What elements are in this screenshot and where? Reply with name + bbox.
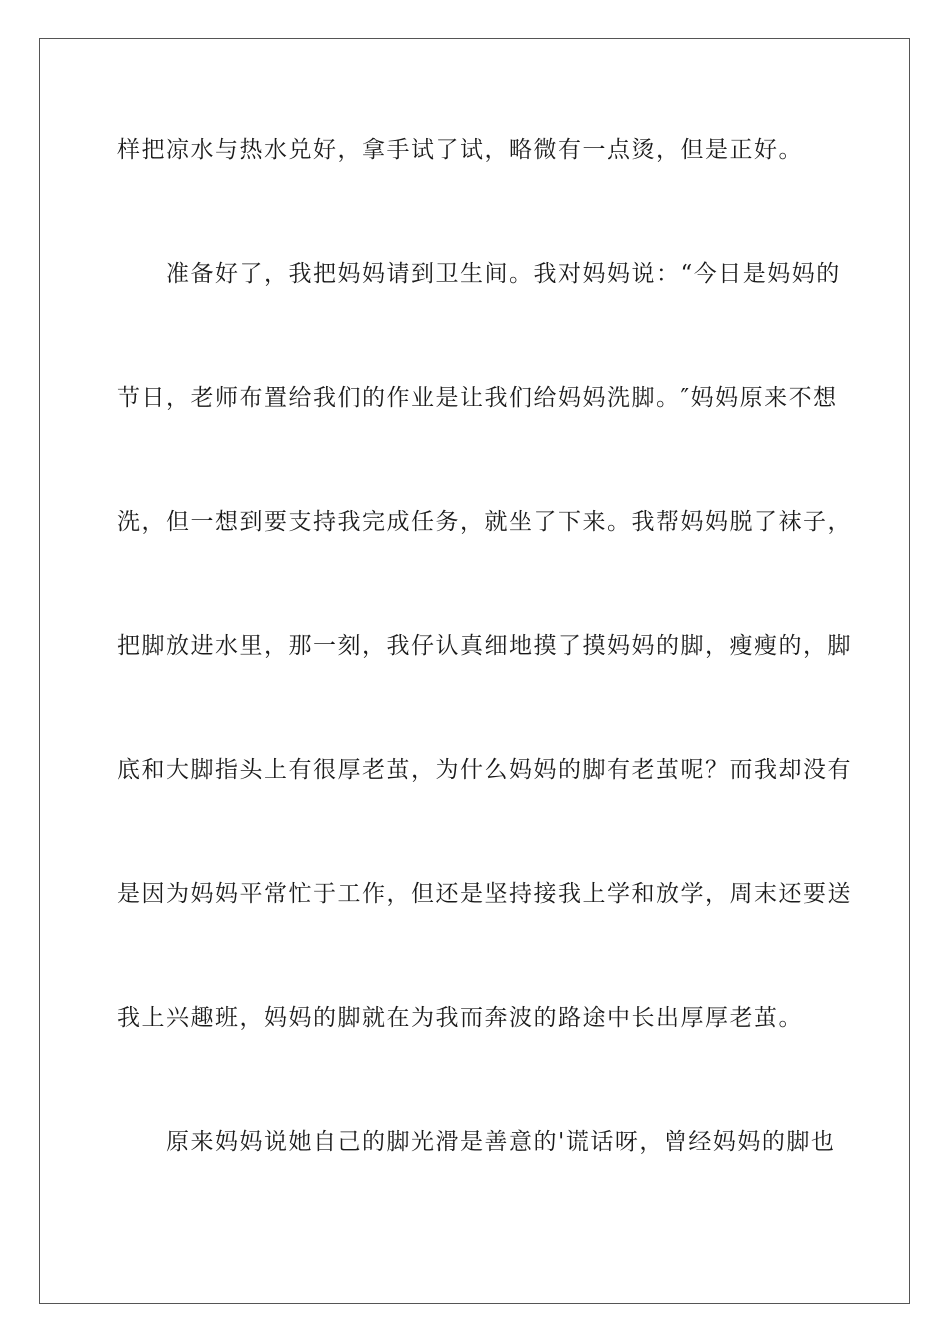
text-line: 把脚放进水里，那一刻，我仔认真细地摸了摸妈妈的脚，瘦瘦的，脚 bbox=[117, 633, 852, 659]
text-line: 节日，老师布置给我们的作业是让我们给妈妈洗脚。″妈妈原来不想 bbox=[117, 385, 838, 411]
text-line: 底和大脚指头上有很厚老茧，为什么妈妈的脚有老茧呢？而我却没有 bbox=[117, 757, 852, 783]
text-line: 是因为妈妈平常忙于工作，但还是坚持接我上学和放学，周末还要送 bbox=[117, 881, 852, 907]
text-line: 我上兴趣班，妈妈的脚就在为我而奔波的路途中长出厚厚老茧。 bbox=[117, 1005, 803, 1031]
page-frame bbox=[39, 38, 910, 1304]
text-line: 原来妈妈说她自己的脚光滑是善意的'谎话呀，曾经妈妈的脚也 bbox=[117, 1129, 836, 1155]
text-line: 样把凉水与热水兑好，拿手试了试，略微有一点烫，但是正好。 bbox=[117, 137, 803, 163]
text-line: 准备好了，我把妈妈请到卫生间。我对妈妈说：“今日是妈妈的 bbox=[117, 261, 841, 287]
text-line: 洗，但一想到要支持我完成任务，就坐了下来。我帮妈妈脱了袜子， bbox=[117, 509, 852, 535]
